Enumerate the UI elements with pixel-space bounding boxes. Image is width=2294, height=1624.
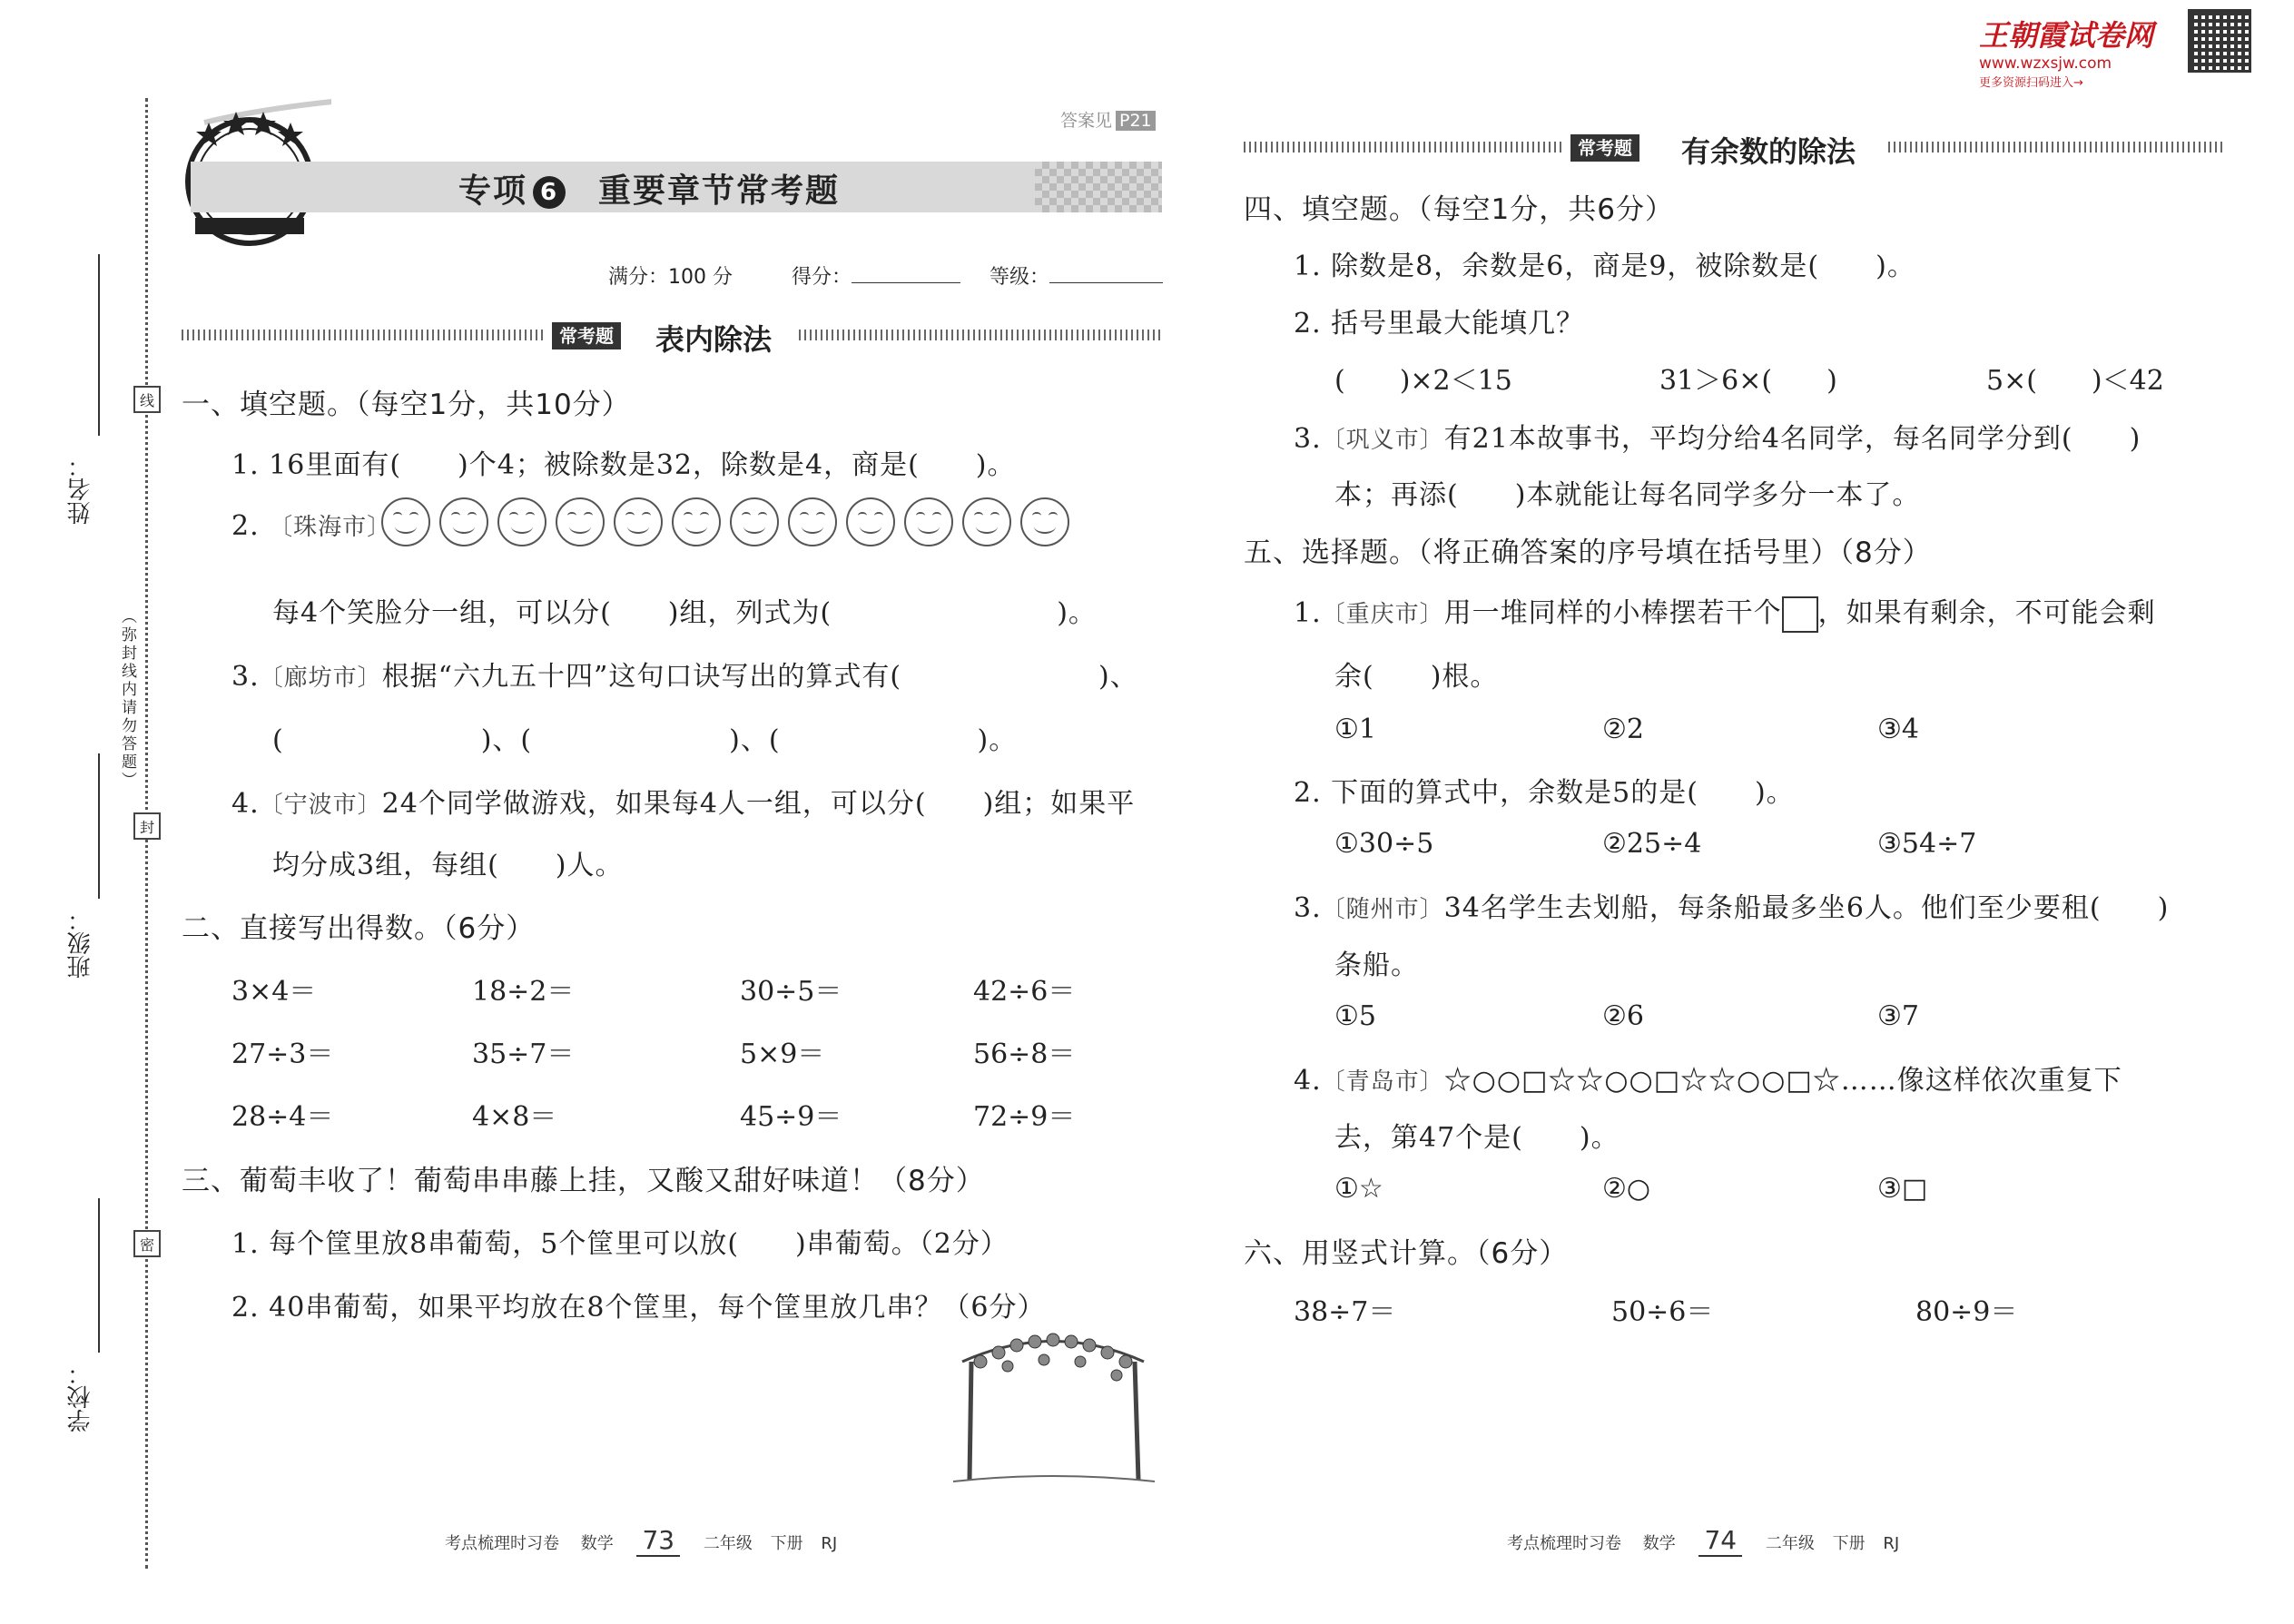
q4-3-prefix: 3. — [1294, 423, 1322, 455]
calc-item: 27÷3＝ — [231, 1038, 334, 1070]
brand-url[interactable]: www.wzxsjw.com — [1979, 54, 2112, 73]
brand-more: 更多资源扫码进入→ — [1979, 76, 2083, 90]
footer-subject: 数学 — [1642, 1534, 1676, 1553]
smiley-face-icon — [962, 497, 1011, 546]
q3-title: 三、葡萄丰收了！葡萄串串藤上挂，又酸又甜好味道！（8分） — [182, 1165, 985, 1197]
footer-grade: 二年级 — [1765, 1534, 1815, 1553]
q2-title: 二、直接写出得数。（6分） — [182, 912, 536, 945]
q1-4 — [231, 781, 1135, 821]
q1-2-prefix: 2. — [231, 510, 260, 542]
q5-1-text-a: 用一堆同样的小棒摆若干个 — [1443, 597, 1782, 629]
q5-4-prefix: 4. — [1294, 1065, 1322, 1097]
topic-prefix: 专项 — [458, 172, 528, 210]
smiley-face-icon — [1020, 497, 1069, 546]
footer-subject: 数学 — [580, 1534, 614, 1553]
footer-grade: 二年级 — [703, 1534, 753, 1553]
footer-book: 考点梳理时习卷 — [1507, 1534, 1621, 1553]
topic-title — [458, 165, 840, 212]
q1-4-city: 〔宁波市〕 — [259, 792, 382, 819]
q5-title: 五、选择题。（将正确答案的序号填在括号里）（8分） — [1244, 536, 1932, 569]
calc-item: 5×9＝ — [740, 1038, 825, 1070]
q4-3-line2: 本；再添( )本就能让每名同学多分一本了。 — [1334, 479, 1921, 511]
square-icon — [1782, 596, 1818, 633]
option[interactable]: ③4 — [1877, 714, 1919, 745]
grade-field[interactable] — [989, 261, 1163, 290]
q1-4-line2: 均分成3组，每组( )人。 — [272, 850, 624, 881]
footer-left — [445, 1525, 837, 1557]
section-name: 有余数的除法 — [1681, 134, 1856, 169]
q5-1-prefix: 1. — [1294, 597, 1322, 629]
q4-2-item: ( )×2＜15 — [1334, 365, 1512, 397]
qr-code-icon[interactable] — [2188, 9, 2251, 73]
q1-3-city: 〔廊坊市〕 — [259, 664, 382, 692]
q5-3 — [1294, 885, 2169, 925]
option[interactable]: ①5 — [1334, 1000, 1376, 1032]
q3-1: 1. 每个筐里放8串葡萄，5个筐里可以放( )串葡萄。（2分） — [231, 1228, 1009, 1260]
section-rule-right — [1888, 142, 2224, 153]
school-label: 学校： — [67, 1362, 94, 1432]
section-name: 表内除法 — [655, 322, 773, 357]
option[interactable]: ②○ — [1602, 1173, 1651, 1205]
q1-2-city: 〔珠海市〕 — [269, 514, 392, 541]
section-tag: 常考题 — [1570, 134, 1639, 162]
smiley-face-icon — [439, 497, 488, 546]
footer-book: 考点梳理时习卷 — [445, 1534, 559, 1553]
score-label: 得分： — [792, 266, 852, 289]
smiley-face-icon — [730, 497, 779, 546]
vertical-calc-item: 80÷9＝ — [1915, 1296, 2018, 1328]
q5-1 — [1294, 590, 2156, 633]
banner-checker-decoration — [1035, 162, 1162, 212]
grade-blank[interactable] — [1049, 282, 1163, 283]
seal-note: （弥封线内请勿答题） — [118, 608, 136, 790]
smiley-row — [381, 497, 1078, 546]
calc-item: 56÷8＝ — [973, 1038, 1076, 1070]
calc-item: 45÷9＝ — [740, 1101, 842, 1133]
topic-title-text: 重要章节常考题 — [598, 172, 841, 210]
q4-3 — [1294, 416, 2141, 456]
name-label: 姓名： — [67, 454, 94, 525]
section-header-table-division — [182, 322, 1162, 357]
q4-2: 2. 括号里最大能填几？ — [1294, 308, 1585, 340]
seal-char-secret: 密 — [133, 1230, 161, 1257]
q1-2 — [231, 508, 391, 542]
q5-4-text: ☆○○□☆☆○○□☆☆○○□☆……像这样依次重复下 — [1443, 1065, 2122, 1097]
school-field-line[interactable] — [98, 1198, 100, 1353]
q5-2: 2. 下面的算式中，余数是5的是( )。 — [1294, 777, 1795, 809]
option[interactable]: ②25÷4 — [1602, 828, 1702, 860]
smiley-face-icon — [904, 497, 953, 546]
q1-2-line2: 每4个笑脸分一组，可以分( )组，列式为( )。 — [272, 597, 1097, 629]
option[interactable]: ②2 — [1602, 714, 1644, 745]
score-field[interactable] — [792, 261, 960, 290]
section-rule-left — [1244, 142, 1561, 153]
section-tag: 常考题 — [552, 322, 621, 349]
calc-item: 35÷7＝ — [472, 1038, 575, 1070]
q1-3-line2: ( )、( )、( )。 — [272, 724, 1018, 756]
q5-4 — [1294, 1058, 2122, 1097]
answer-reference — [1060, 107, 1156, 132]
footer-edition: RJ — [1883, 1534, 1900, 1553]
section-header-remainder-division — [1244, 134, 2224, 169]
smiley-face-icon — [614, 497, 663, 546]
q1-3 — [231, 654, 1138, 694]
class-field-line[interactable] — [98, 753, 100, 899]
topic-number: 6 — [533, 176, 566, 209]
q4-1: 1. 除数是8，余数是6，商是9，被除数是( )。 — [1294, 251, 1915, 282]
q6-title: 六、用竖式计算。（6分） — [1244, 1237, 1569, 1270]
calc-item: 72÷9＝ — [973, 1101, 1076, 1133]
seal-char-line: 线 — [133, 386, 161, 413]
q5-1-text-b: ，如果有剩余，不可能会剩 — [1817, 597, 2156, 629]
footer-term: 下册 — [770, 1534, 803, 1553]
brand-name: 王朝霞试卷网 — [1979, 18, 2154, 53]
q1-3-prefix: 3. — [231, 661, 260, 693]
vertical-calc-item: 38÷7＝ — [1294, 1296, 1396, 1328]
seal-char-seal: 封 — [133, 812, 161, 840]
option[interactable]: ③54÷7 — [1877, 828, 1977, 860]
option[interactable]: ③7 — [1877, 1000, 1919, 1032]
q3-2: 2. 40串葡萄，如果平均放在8个筐里，每个筐里放几串？（6分） — [231, 1292, 1046, 1324]
q5-3-text: 34名学生去划船，每条船最多坐6人。他们至少要租( ) — [1443, 892, 2170, 924]
q1-4-text: 24个同学做游戏，如果每4人一组，可以分( )组；如果平 — [381, 788, 1136, 820]
q1-1: 1. 16里面有( )个4；被除数是32，除数是4，商是( )。 — [231, 449, 1016, 481]
section-rule-right — [799, 330, 1162, 340]
class-label: 班级： — [67, 908, 94, 979]
smiley-face-icon — [788, 497, 837, 546]
q4-2-item: 5×( )＜42 — [1986, 365, 2164, 397]
q5-1-line2: 余( )根。 — [1334, 661, 1499, 693]
full-score: 满分：100 分 — [608, 266, 733, 289]
smiley-face-icon — [846, 497, 895, 546]
answer-ref-text: 答案见 — [1060, 111, 1113, 131]
score-blank[interactable] — [852, 282, 960, 283]
q1-4-prefix: 4. — [231, 788, 260, 820]
footer-right — [1507, 1525, 1899, 1557]
option[interactable]: ③□ — [1877, 1173, 1928, 1205]
calc-item: 4×8＝ — [472, 1101, 557, 1133]
smiley-face-icon — [381, 497, 430, 546]
section-rule-left — [182, 330, 545, 340]
answer-ref-page: P21 — [1116, 111, 1156, 131]
smiley-face-icon — [556, 497, 605, 546]
vertical-calc-item: 50÷6＝ — [1611, 1296, 1714, 1328]
page-number: 74 — [1698, 1525, 1742, 1557]
q1-3-text: 根据“六九五十四”这句口诀写出的算式有( )、 — [381, 661, 1138, 693]
calc-item: 28÷4＝ — [231, 1101, 334, 1133]
q4-3-city: 〔巩义市〕 — [1321, 427, 1444, 454]
smiley-face-icon — [672, 497, 721, 546]
q5-3-line2: 条船。 — [1334, 950, 1419, 981]
option[interactable]: ②6 — [1602, 1000, 1644, 1032]
calc-item: 3×4＝ — [231, 976, 317, 1008]
option[interactable]: ①☆ — [1334, 1173, 1383, 1205]
calc-item: 18÷2＝ — [472, 976, 575, 1008]
q4-2-item: 31＞6×( ) — [1659, 365, 1837, 397]
q4-title: 四、填空题。（每空1分，共6分） — [1244, 193, 1674, 226]
grape-arbor-icon — [944, 1325, 1162, 1489]
calc-item: 42÷6＝ — [973, 976, 1076, 1008]
q1-title: 一、填空题。（每空1分，共10分） — [182, 389, 631, 421]
q4-3-text: 有21本故事书，平均分给4名同学，每名同学分到( ) — [1443, 423, 2141, 455]
q5-1-city: 〔重庆市〕 — [1321, 601, 1444, 628]
grade-label: 等级： — [989, 266, 1050, 289]
option[interactable]: ①1 — [1334, 714, 1376, 745]
q5-4-line2: 去，第47个是( )。 — [1334, 1122, 1620, 1154]
footer-edition: RJ — [821, 1534, 838, 1553]
calc-item: 30÷5＝ — [740, 976, 842, 1008]
option[interactable]: ①30÷5 — [1334, 828, 1434, 860]
page-number: 73 — [636, 1525, 680, 1557]
q5-3-prefix: 3. — [1294, 892, 1322, 924]
q5-3-city: 〔随州市〕 — [1321, 896, 1444, 923]
name-field-line[interactable] — [98, 254, 100, 436]
smiley-face-icon — [497, 497, 546, 546]
footer-term: 下册 — [1832, 1534, 1866, 1553]
brand-block — [1979, 13, 2153, 90]
q5-4-city: 〔青岛市〕 — [1321, 1068, 1444, 1096]
